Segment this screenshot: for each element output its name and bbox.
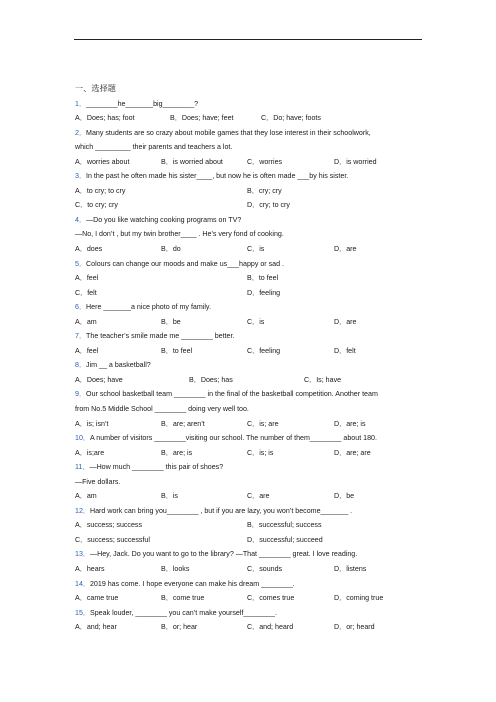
answer-option[interactable]: A．feel: [75, 274, 99, 283]
answer-option[interactable]: B．do: [161, 244, 181, 253]
question-number: 1．: [75, 99, 87, 108]
option-row: [75, 446, 425, 461]
question-number: 12．: [75, 506, 90, 515]
answer-option[interactable]: C．success; successful: [75, 535, 150, 544]
question-10: [75, 431, 425, 460]
question-stem-continued: [75, 227, 425, 242]
answer-option[interactable]: C．worries: [247, 157, 283, 166]
answer-option[interactable]: D．are: [334, 317, 357, 326]
question-number: 11．: [75, 463, 90, 472]
answer-option[interactable]: D．feeling: [247, 288, 281, 297]
question-text: —No, I don’t , but my twin brother____ . He’s very fond of cooking.: [75, 230, 284, 239]
question-text: Our school basketball team ________ in the final of the basketball competition. Another team: [86, 390, 378, 399]
question-stem: [75, 606, 425, 621]
question-stem: [75, 213, 425, 228]
question-text: The teacher’s smile made me ________ better.: [86, 332, 235, 341]
question-3: [75, 169, 425, 213]
question-text: —Hey, Jack. Do you want to go to the library? —That ________ great. I love reading.: [89, 550, 358, 559]
question-stem-continued: [75, 140, 425, 155]
answer-option[interactable]: B．Does; has: [189, 375, 233, 384]
question-number: 10．: [75, 434, 90, 443]
question-stem: [75, 547, 425, 562]
question-text: —How much ________ this pair of shoes?: [89, 463, 224, 472]
question-text: Jim __ a basketball?: [86, 361, 151, 370]
answer-option[interactable]: A．Does; have: [75, 375, 123, 384]
answer-option[interactable]: B．Does; have; feet: [170, 114, 234, 123]
answer-option[interactable]: B．be: [161, 317, 181, 326]
question-12: [75, 504, 425, 548]
question-text: Hard work can bring you________ , but if you are lazy, you won’t become_______ .: [89, 506, 353, 515]
question-stem: [75, 300, 425, 315]
question-stem: [75, 97, 425, 112]
answer-option[interactable]: A．is; isn’t: [75, 419, 109, 428]
question-text: Colours can change our moods and make us___happy or sad .: [86, 259, 285, 268]
question-number: 8．: [75, 361, 87, 370]
answer-option[interactable]: B．come true: [161, 594, 205, 603]
answer-option[interactable]: C．and; heard: [247, 623, 294, 632]
question-number: 3．: [75, 172, 87, 181]
question-stem: [75, 460, 425, 475]
question-stem: [75, 169, 425, 184]
question-15: [75, 606, 425, 635]
option-row: [75, 344, 425, 359]
answer-option[interactable]: D．are: [334, 244, 357, 253]
option-row: [75, 315, 425, 330]
option-row: [75, 518, 425, 533]
question-text: Here _______a nice photo of my family.: [86, 303, 211, 312]
question-number: 5．: [75, 259, 87, 268]
answer-option[interactable]: D．are; are: [334, 448, 371, 457]
question-stem: [75, 577, 425, 592]
answer-option[interactable]: C．is; is: [247, 448, 274, 457]
question-number: 15．: [75, 608, 90, 617]
question-stem-continued: [75, 402, 425, 417]
answer-option[interactable]: C．is: [247, 317, 265, 326]
header-rule: [74, 39, 422, 40]
question-11: [75, 460, 425, 504]
question-text: —Do you like watching cooking programs on TV?: [86, 215, 242, 224]
option-row: [75, 271, 425, 286]
question-text: 2019 has come. I hope everyone can make his dream ________.: [89, 579, 295, 588]
option-row: [75, 417, 425, 432]
answer-option[interactable]: A．and; hear: [75, 623, 117, 632]
answer-option[interactable]: A．does: [75, 244, 103, 253]
question-stem: [75, 431, 425, 446]
answer-option[interactable]: A．is;are: [75, 448, 105, 457]
answer-option[interactable]: A．worries about: [75, 157, 130, 166]
question-text: Many students are so crazy about mobile games that they lose interest in their schoolwork,: [86, 128, 371, 137]
question-14: [75, 577, 425, 606]
answer-option[interactable]: A．feel: [75, 346, 99, 355]
answer-option[interactable]: A．hears: [75, 565, 105, 573]
question-number: 13．: [75, 550, 90, 559]
question-number: 2．: [75, 128, 87, 137]
answer-option[interactable]: C．comes true: [247, 594, 295, 603]
question-text: —Five dollars.: [75, 477, 121, 486]
question-2: [75, 126, 425, 170]
question-text: ________he_______big________?: [86, 99, 199, 108]
option-row: [75, 533, 425, 548]
answer-option[interactable]: B．is: [161, 492, 178, 501]
question-number: 6．: [75, 303, 87, 312]
question-13: [75, 547, 425, 576]
question-text: In the past he often made his sister____, but now he is often made ___by his sister.: [86, 172, 349, 181]
question-number: 4．: [75, 215, 87, 224]
question-4: [75, 213, 425, 257]
question-stem: [75, 257, 425, 272]
question-stem-continued: [75, 475, 425, 490]
answer-option[interactable]: C．felt: [75, 288, 97, 297]
answer-option[interactable]: D．be: [334, 492, 355, 501]
answer-option[interactable]: C．feeling: [247, 346, 281, 355]
question-number: 14．: [75, 579, 90, 588]
option-row: [75, 111, 425, 126]
question-5: [75, 257, 425, 301]
option-row: [75, 242, 425, 257]
option-row: [75, 198, 425, 213]
option-row: [75, 591, 425, 606]
question-7: [75, 329, 425, 358]
option-row: [75, 184, 425, 199]
option-row: [75, 562, 425, 577]
answer-option[interactable]: B．to feel: [161, 346, 193, 355]
question-stem: [75, 329, 425, 344]
answer-option[interactable]: D．are; is: [334, 419, 366, 428]
question-stem: [75, 126, 425, 141]
answer-option[interactable]: C．is: [247, 244, 265, 253]
answer-option[interactable]: D．felt: [334, 346, 356, 355]
option-row: [75, 489, 425, 504]
answer-option[interactable]: C．are: [247, 492, 270, 501]
answer-option[interactable]: A．success; success: [75, 521, 143, 530]
answer-option[interactable]: C．sounds: [247, 565, 283, 573]
option-row: [75, 286, 425, 301]
answer-option[interactable]: D．coming true: [334, 594, 384, 603]
answer-option[interactable]: B．cry; cry: [247, 186, 282, 195]
option-row: [75, 620, 425, 635]
answer-option[interactable]: B．looks: [161, 565, 190, 573]
question-stem: [75, 504, 425, 519]
answer-option[interactable]: C．Is; have: [304, 375, 342, 384]
answer-option[interactable]: A．am: [75, 317, 97, 326]
answer-option[interactable]: A．am: [75, 492, 97, 501]
option-row: [75, 373, 425, 388]
question-text: A number of visitors ________visiting our school. The number of them________ about 180.: [89, 434, 377, 443]
answer-option[interactable]: B．is worried about: [161, 157, 223, 166]
answer-option[interactable]: C．is; are: [247, 419, 279, 428]
question-8: [75, 358, 425, 387]
question-text: Speak louder, ________ you can’t make yourself________.: [89, 608, 277, 617]
answer-option[interactable]: C．Do; have; foots: [261, 114, 321, 123]
answer-option[interactable]: D．successful; succeed: [247, 535, 323, 544]
answer-option[interactable]: A．Does; has; foot: [75, 114, 135, 123]
answer-option[interactable]: B．to feel: [247, 274, 279, 283]
section-title: 一、选择题: [75, 84, 116, 93]
answer-option[interactable]: A．came true: [75, 594, 119, 603]
answer-option[interactable]: B．are; is: [161, 448, 193, 457]
answer-option[interactable]: B．successful; success: [247, 521, 322, 530]
exercise-content: [75, 82, 425, 635]
question-9: [75, 387, 425, 431]
question-6: [75, 300, 425, 329]
answer-option[interactable]: B．or; hear: [161, 623, 198, 632]
question-number: 7．: [75, 332, 87, 341]
answer-option[interactable]: D．is worried: [334, 157, 377, 166]
question-text: from No.5 Middle School ________ doing very well too.: [75, 404, 249, 413]
answer-option[interactable]: D．listens: [334, 565, 367, 573]
answer-option[interactable]: A．to cry; to cry: [75, 186, 126, 195]
question-stem: [75, 387, 425, 402]
question-number: 9．: [75, 390, 87, 399]
option-row: [75, 155, 425, 170]
question-stem: [75, 358, 425, 373]
question-text: which _________ their parents and teachers a lot.: [75, 143, 233, 152]
question-1: [75, 97, 425, 126]
answer-option[interactable]: C．to cry; cry: [75, 201, 118, 210]
answer-option[interactable]: D．or; heard: [334, 623, 375, 632]
answer-option[interactable]: D．cry; to cry: [247, 201, 290, 210]
answer-option[interactable]: B．are; aren’t: [161, 419, 205, 428]
